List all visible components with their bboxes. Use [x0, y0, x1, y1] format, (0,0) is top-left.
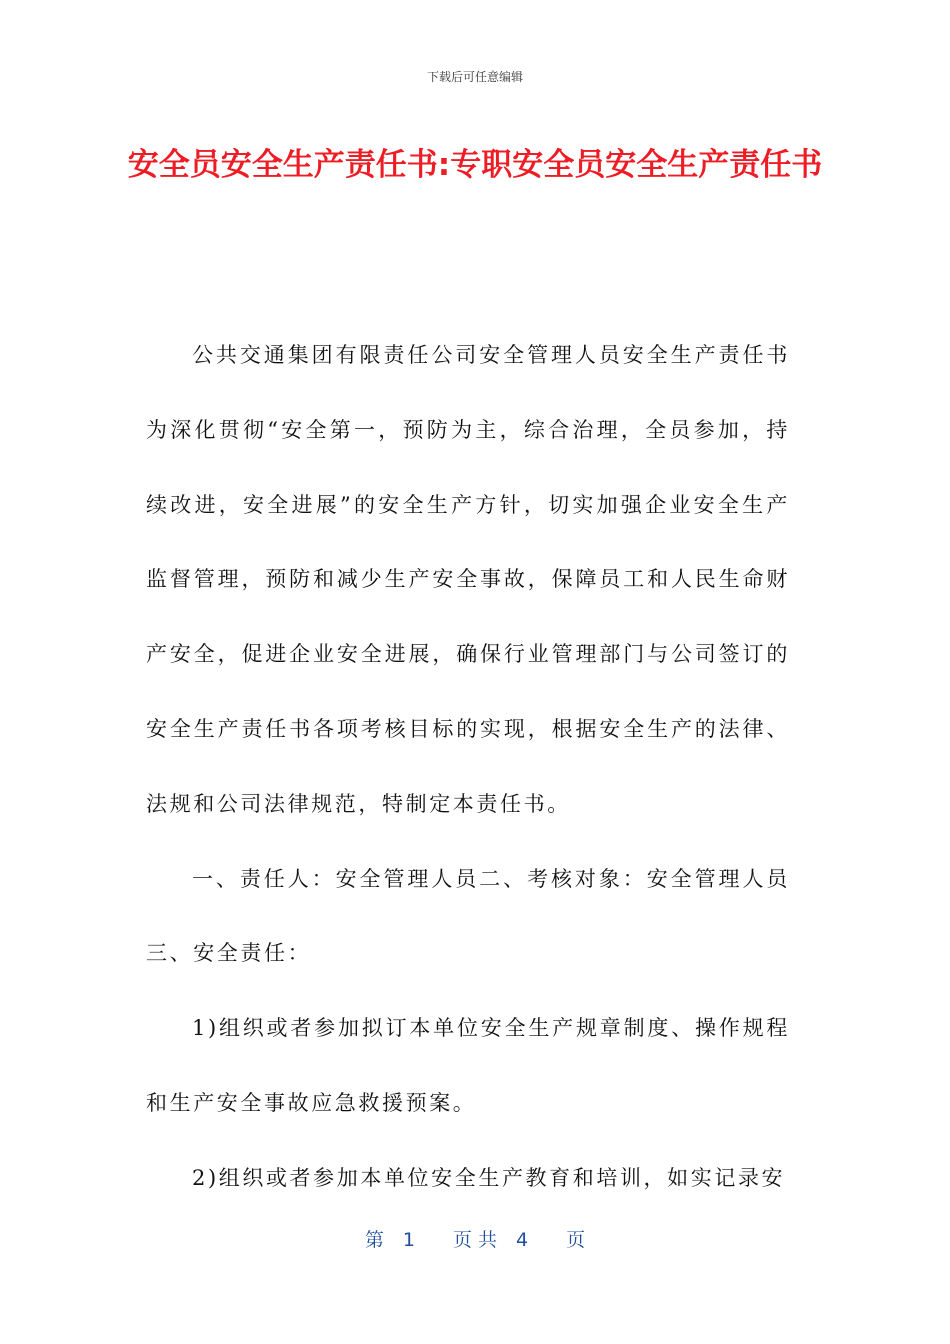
page-number-footer: 第 1 页 共 4 页 [364, 1229, 586, 1251]
document-body [146, 318, 790, 1216]
body-paragraph: 2)组织或者参加本单位安全生产教育和培训，如实记录安 [192, 1165, 786, 1190]
document-title: 安全员安全生产责任书:专职安全员安全生产责任书 [127, 147, 823, 183]
body-paragraph: 公共交通集团有限责任公司安全管理人员安全生产责任书为深化贯彻“安全第一，预防为主，综合治理，全员参加，持续改进，安全进展”的安全生产方针，切实加强企业安全生产监督管理，预防和减少生产安全事故，保障员工和人民生命财产安全，促进企业安全进展，确保行业管理部门与公司签订的安全生产责任书各项考核目标的实现，根据安全生产的法律、法规和公司法律规范，特制定本责任书。 [146, 343, 790, 816]
body-paragraph: 1)组织或者参加拟订本单位安全生产规章制度、操作规程和生产安全事故应急救援预案。 [146, 1016, 790, 1115]
body-paragraph: 一、责任人：安全管理人员二、考核对象：安全管理人员三、安全责任： [146, 866, 790, 966]
header-note: 下载后可任意编辑 [426, 70, 523, 84]
